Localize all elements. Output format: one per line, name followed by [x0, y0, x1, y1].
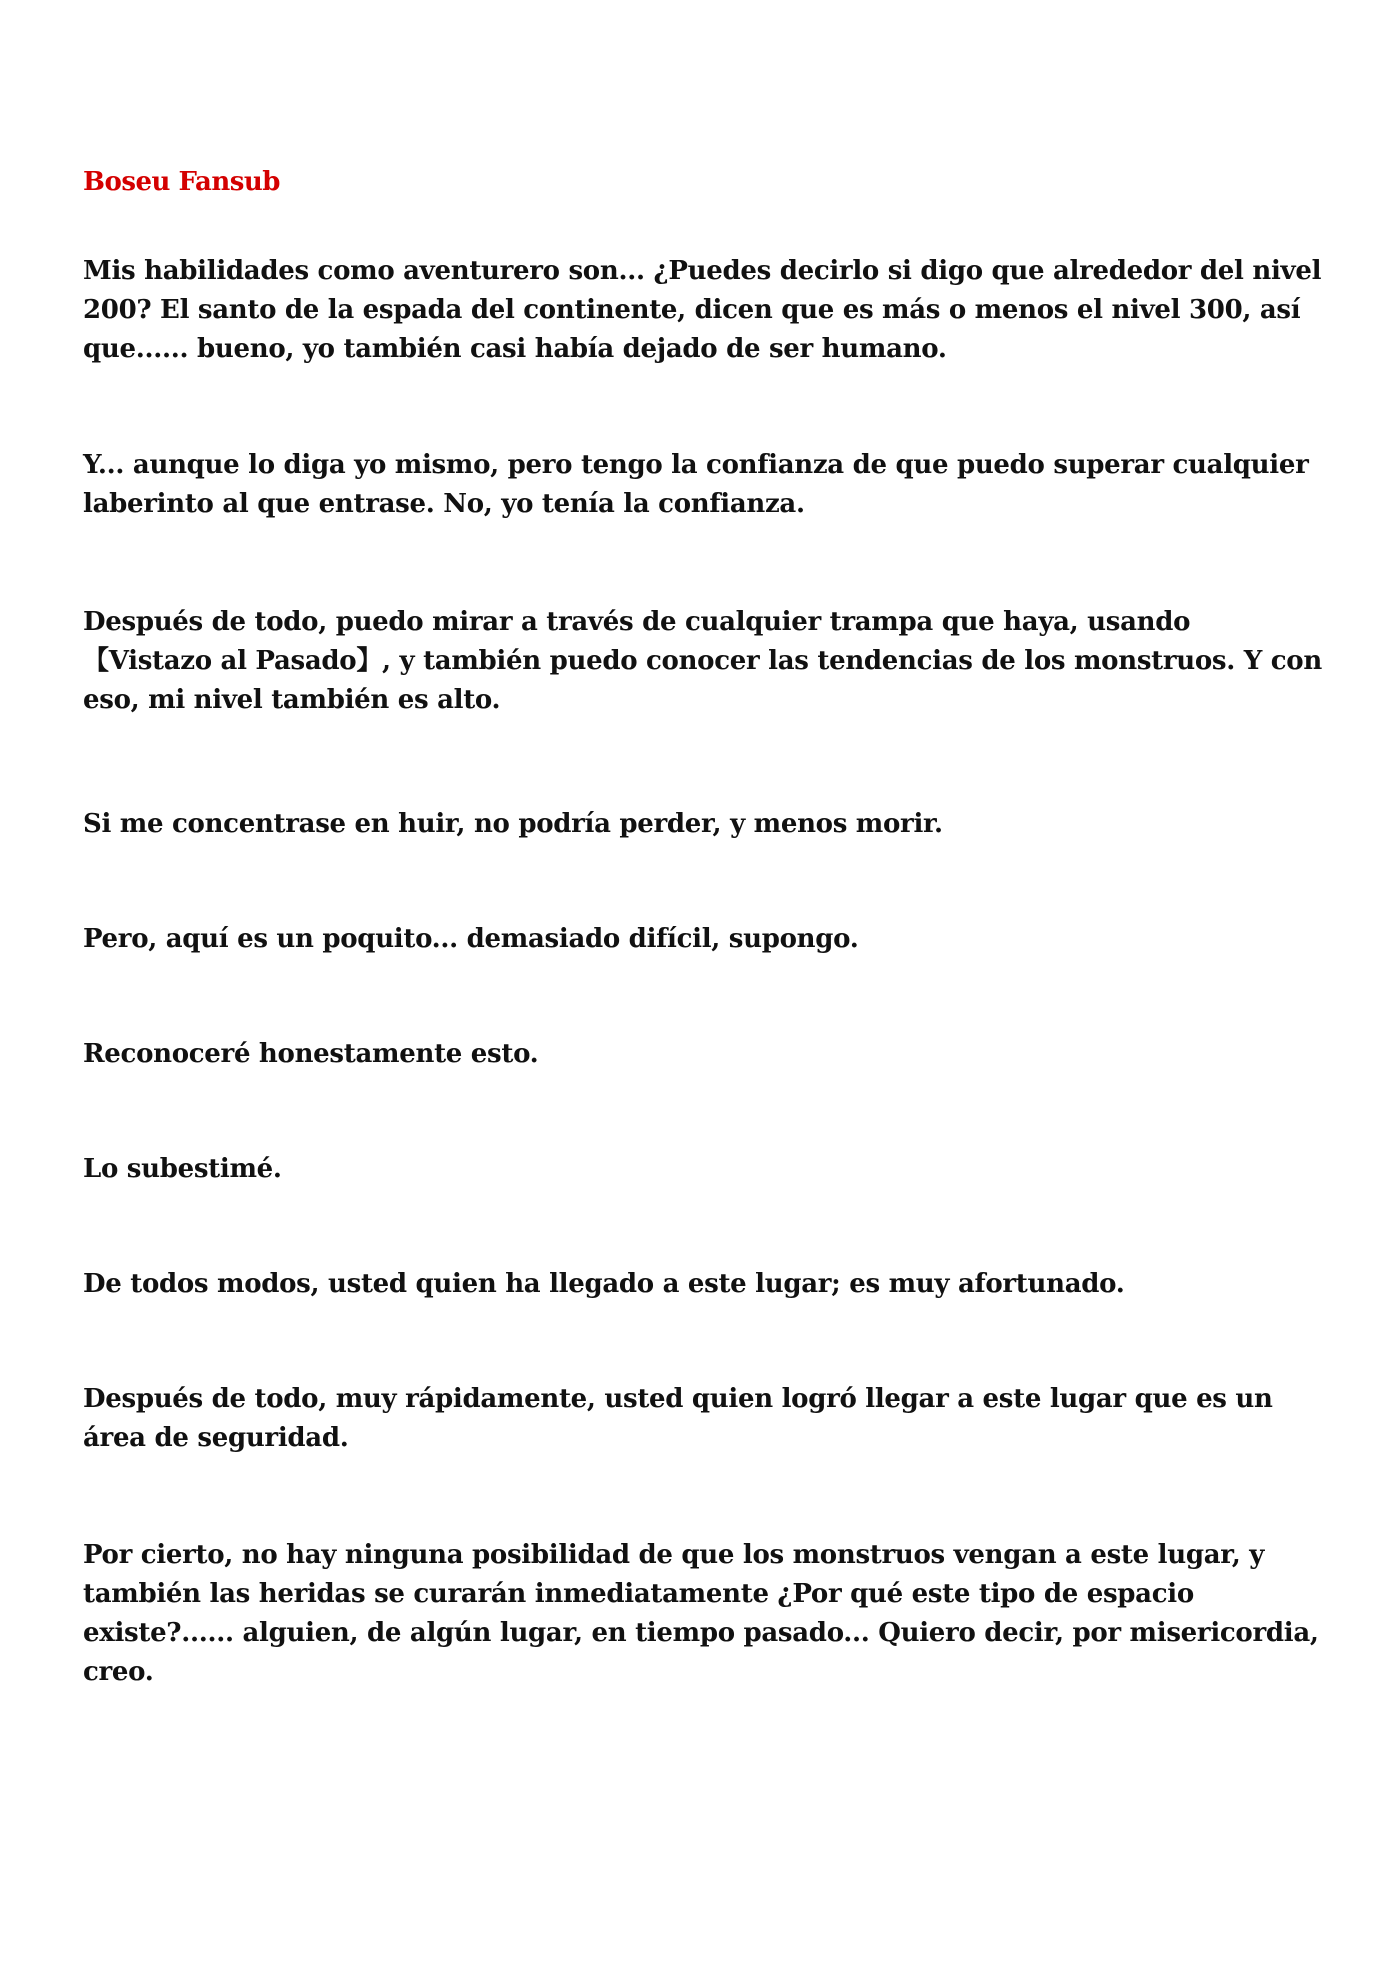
- paragraph-2: Y... aunque lo diga yo mismo, pero tengo la confianza de que puedo superar cualquier laberinto al que entrase. No, yo tenía la confianza.: [83, 450, 1309, 519]
- paragraph-9: Después de todo, muy rápidamente, usted quien logró llegar a este lugar que es un área de seguridad.: [83, 1384, 1273, 1453]
- paragraph-6: Reconoceré honestamente esto.: [83, 1039, 539, 1069]
- paragraph-5: Pero, aquí es un poquito... demasiado difícil, supongo.: [83, 924, 859, 954]
- paragraph-3: Después de todo, puedo mirar a través de cualquier trampa que haya, usando 【Vistazo al Pasado】, y también puedo conocer las tendencias de los monstruos. Y con eso, mi nivel también es alto.: [83, 607, 1322, 715]
- fansub-credit: Boseu Fansub: [83, 167, 280, 197]
- paragraph-10: Por cierto, no hay ninguna posibilidad de que los monstruos vengan a este lugar, y también las heridas se curarán inmediatamente ¿Por qué este tipo de espacio existe?...... alguien, de algún lugar, en tiempo pasado... Quiero decir, por misericordia, creo.: [83, 1540, 1319, 1687]
- paragraph-1: Mis habilidades como aventurero son... ¿Puedes decirlo si digo que alrededor del nivel 200? El santo de la espada del continente, dicen que es más o menos el nivel 300, así que...... bueno, yo también casi había dejado de ser humano.: [83, 256, 1322, 364]
- paragraph-4: Si me concentrase en huir, no podría perder, y menos morir.: [83, 809, 943, 839]
- paragraph-8: De todos modos, usted quien ha llegado a este lugar; es muy afortunado.: [83, 1269, 1125, 1299]
- paragraph-7: Lo subestimé.: [83, 1154, 282, 1184]
